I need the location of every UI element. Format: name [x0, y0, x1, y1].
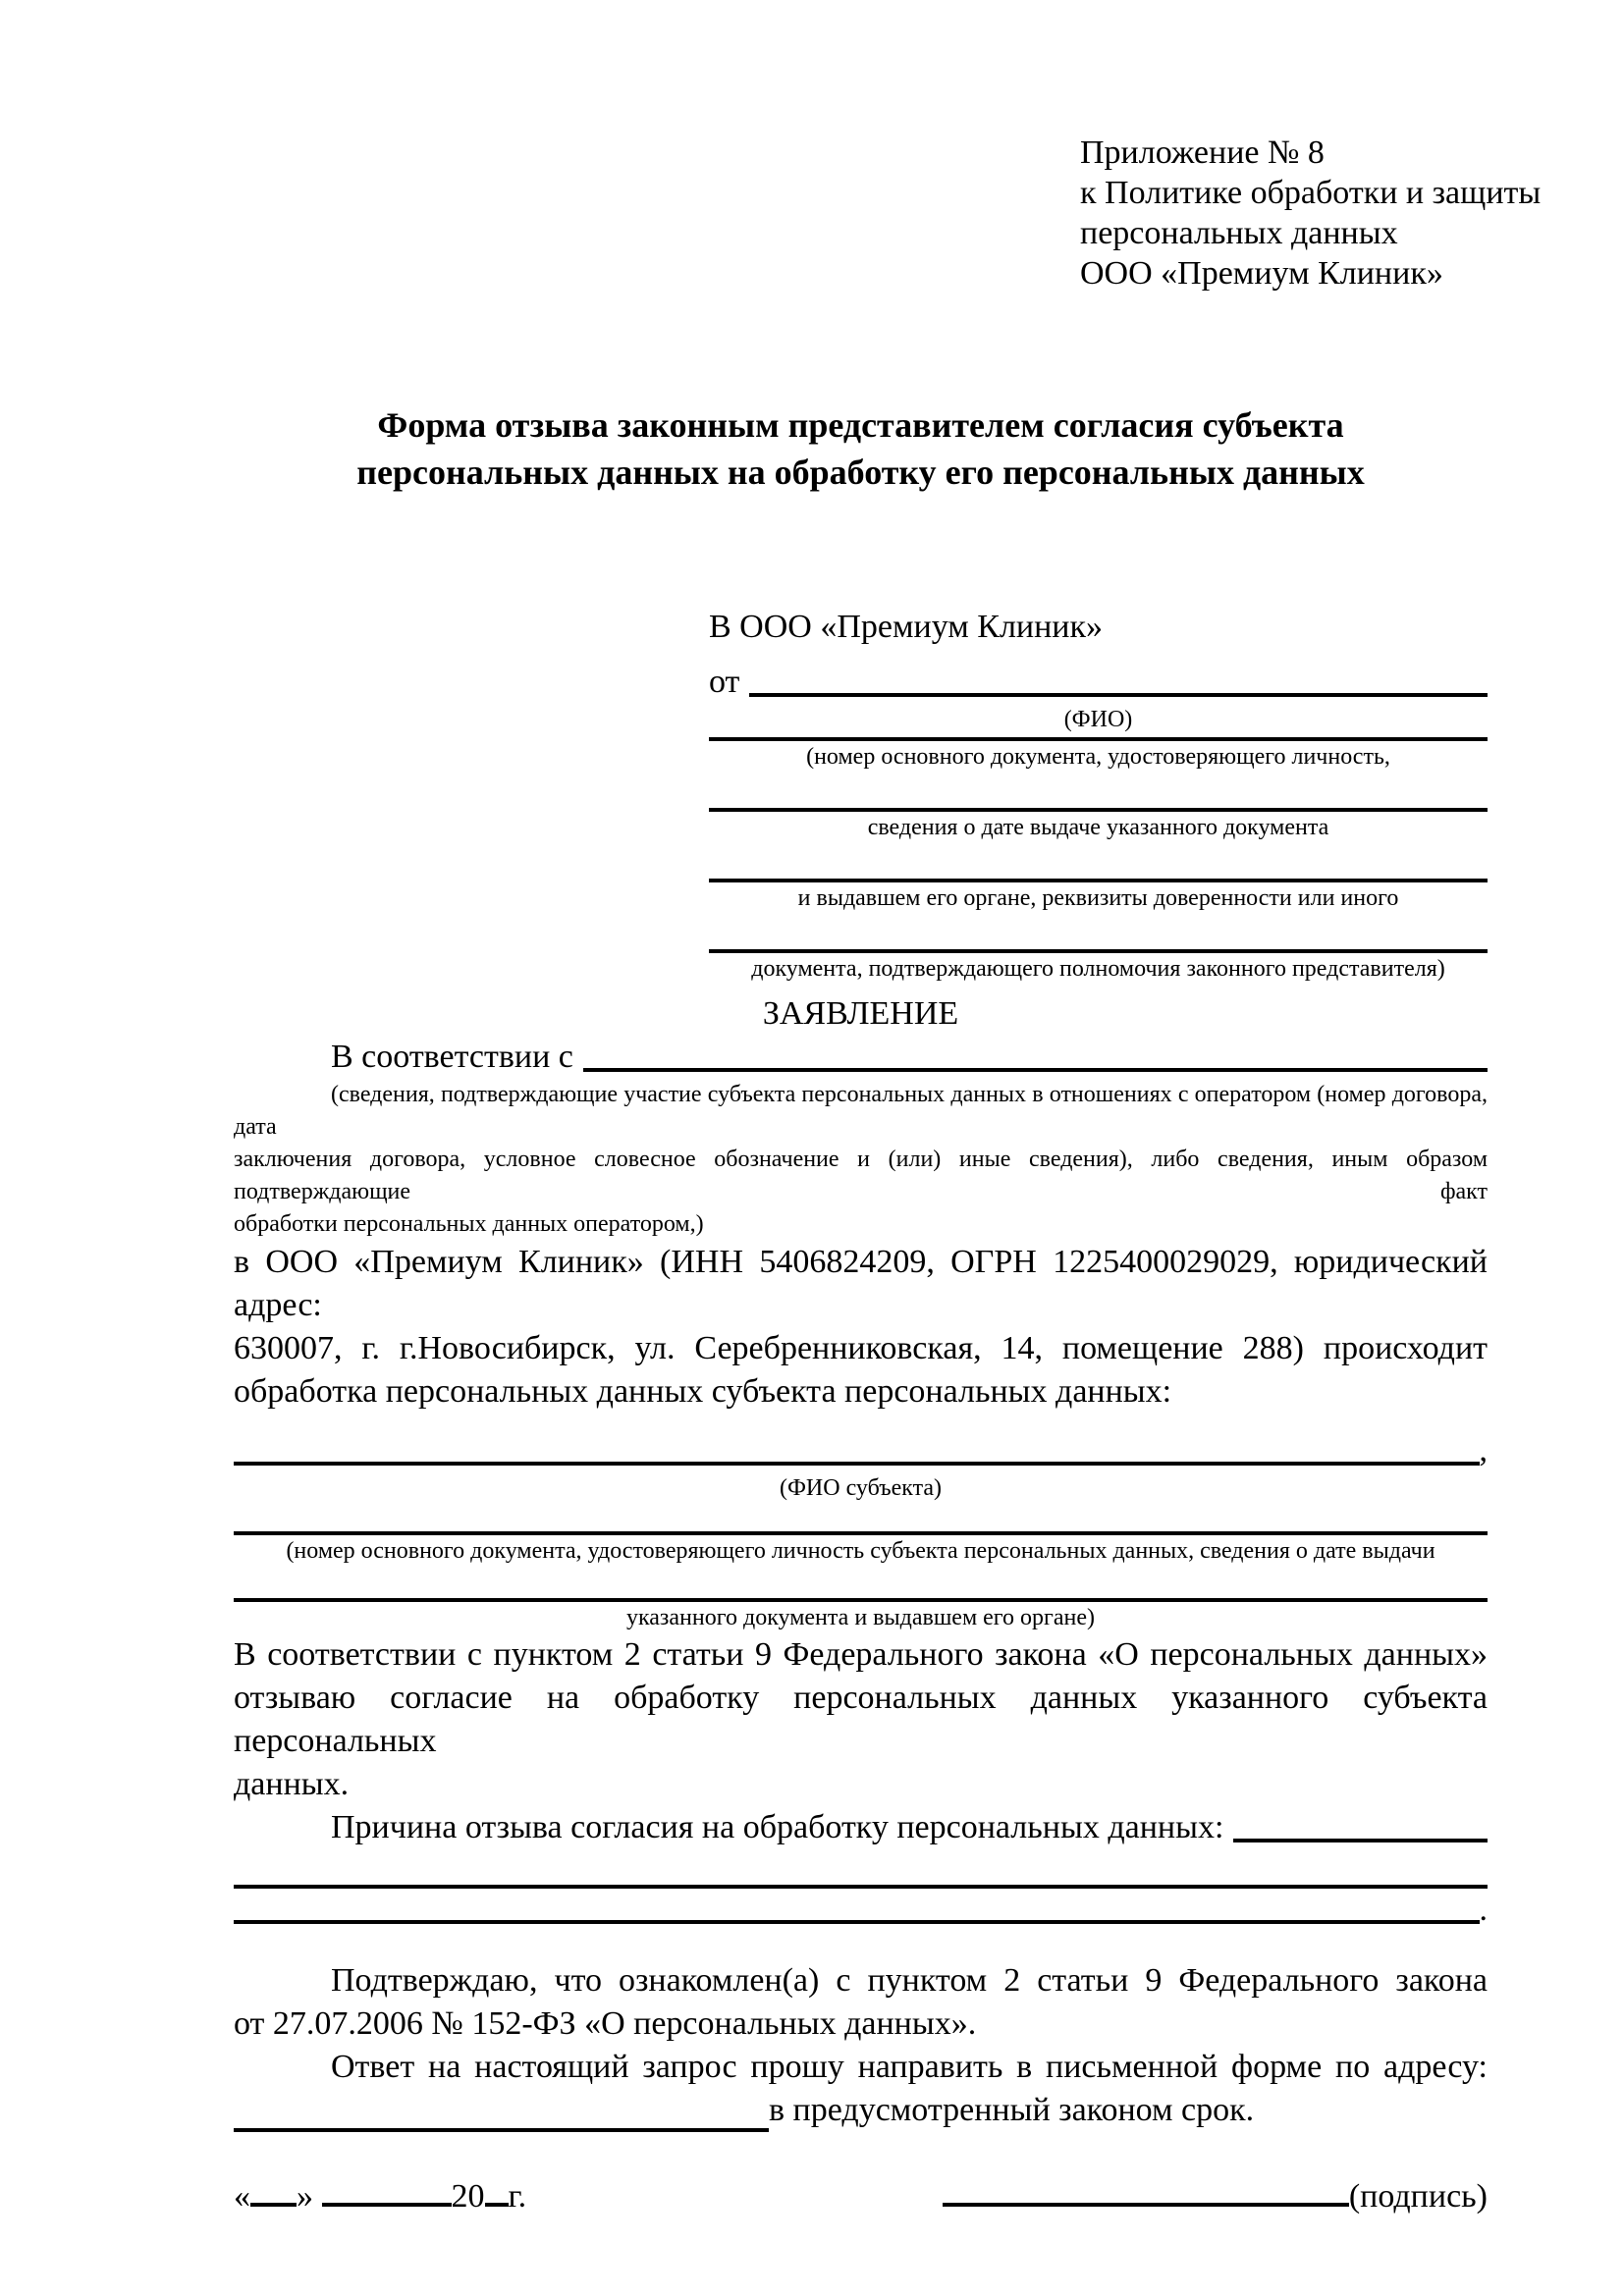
from-label: от	[709, 664, 740, 700]
response-tail: в предусмотренный законом срок.	[769, 2092, 1255, 2128]
addressee-to: В ООО «Премиум Клиник»	[709, 609, 1104, 645]
reason-row	[234, 1806, 1488, 1849]
date-year-prefix: 20	[451, 2178, 485, 2215]
reason-extra-blank-line[interactable]	[234, 1920, 1480, 1924]
accordance-blank-line[interactable]	[583, 1068, 1488, 1072]
date-year-blank[interactable]	[485, 2177, 509, 2207]
title-line: персональных данных на обработку его персональных данных	[356, 453, 1365, 492]
confirm-line: Подтверждаю, что ознакомлен(а) с пунктом 2 статьи 9 Федерального закона	[331, 1962, 1488, 1999]
statement-heading: ЗАЯВЛЕНИЕ	[762, 995, 959, 1032]
withdrawal-line: данных.	[234, 1766, 350, 1802]
fio-blank-line[interactable]	[749, 693, 1488, 697]
operator-line: обработка персональных данных субъекта персональных данных:	[234, 1373, 1172, 1410]
subject-doc-blank-line[interactable]	[234, 1506, 1488, 1535]
reason-extra-row	[234, 1889, 1488, 1932]
doc-number-caption: (номер основного документа, удостоверяющего личность,	[806, 744, 1390, 770]
reason-extra-blank-line[interactable]	[234, 1849, 1488, 1889]
doc-authority-caption: документа, подтверждающего полномочия законного представителя)	[751, 956, 1445, 982]
appendix-line: к Политике обработки и защиты	[1080, 175, 1542, 211]
subject-fio-caption: (ФИО субъекта)	[779, 1475, 943, 1501]
subject-fio-blank-line[interactable]	[234, 1462, 1480, 1466]
date-day-blank[interactable]	[250, 2177, 297, 2207]
date-year-suffix: г.	[508, 2178, 527, 2215]
subject-doc-blank-line[interactable]	[234, 1567, 1488, 1602]
confirm-line: от 27.07.2006 № 152-ФЗ «О персональных данных».	[234, 2005, 977, 2042]
note-line: заключения договора, условное словесное обозначение и (или) иные сведения), либо сведения, иным образом подтверждающие факт	[234, 1147, 1488, 1204]
operator-line: в ООО «Премиум Клиник» (ИНН 5406824209, ОГРН 1225400029029, юридический адрес:	[234, 1244, 1488, 1323]
reason-blank-line[interactable]	[1233, 1839, 1488, 1842]
appendix-line: Приложение № 8	[1080, 134, 1325, 171]
title-line: Форма отзыва законным представителем согласия субъекта	[377, 405, 1344, 445]
withdrawal-paragraph	[234, 1633, 1488, 1806]
operator-paragraph	[234, 1241, 1488, 1414]
appendix-line: ООО «Премиум Клиник»	[1080, 255, 1443, 292]
accordance-note	[234, 1079, 1488, 1241]
accordance-row	[234, 1036, 1488, 1079]
footer-row	[234, 2175, 1488, 2218]
response-paragraph: Ответ на настоящий запрос прошу направить в письменной форме по адресу:	[331, 2049, 1488, 2085]
subject-doc-caption: указанного документа и выдавшем его органе)	[625, 1605, 1096, 1630]
fio-caption: (ФИО)	[1063, 707, 1133, 732]
operator-line: 630007, г. г.Новосибирск, ул. Серебренниковская, 14, помещение 288) происходит	[234, 1330, 1488, 1366]
address-blank-line[interactable]	[234, 2103, 769, 2132]
doc-authority-blank-line[interactable]	[709, 914, 1488, 953]
from-row	[709, 661, 1488, 704]
withdrawal-line: В соответствии с пунктом 2 статьи 9 Федерального закона «О персональных данных»	[234, 1636, 1488, 1673]
confirm-paragraph	[234, 1959, 1488, 2046]
document-title	[234, 401, 1488, 496]
subject-fio-comma: ,	[1479, 1432, 1488, 1468]
appendix-line: персональных данных	[1080, 215, 1398, 251]
date-open-quote: «	[234, 2178, 250, 2215]
withdrawal-line: отзываю согласие на обработку персональных данных указанного субъекта персональных	[234, 1680, 1488, 1759]
doc-date-caption: сведения о дате выдаче указанного документа	[867, 815, 1329, 840]
signature-caption: (подпись)	[1348, 2178, 1488, 2215]
response-tail-row	[234, 2089, 1488, 2132]
subject-fio-row	[234, 1429, 1488, 1472]
doc-issuer-blank-line[interactable]	[709, 843, 1488, 882]
subject-doc-caption: (номер основного документа, удостоверяющего личность субъекта персональных данных, сведения о дате выдачи	[286, 1538, 1435, 1564]
accordance-label: В соответствии с	[331, 1039, 573, 1075]
signature-blank-line[interactable]	[943, 2177, 1349, 2207]
doc-date-blank-line[interactable]	[709, 773, 1488, 812]
note-line: обработки персональных данных оператором,)	[234, 1211, 704, 1237]
reason-end-period: .	[1479, 1892, 1488, 1928]
note-line: (сведения, подтверждающие участие субъекта персональных данных в отношениях с оператором (номер договора, дата	[234, 1082, 1488, 1140]
addressee-block	[709, 606, 1488, 985]
date-month-blank[interactable]	[322, 2177, 452, 2207]
date-close-quote: »	[297, 2178, 313, 2215]
date-field	[234, 2175, 526, 2218]
doc-issuer-caption: и выдавшем его органе, реквизиты доверенности или иного	[797, 885, 1399, 911]
reason-label: Причина отзыва согласия на обработку персональных данных:	[331, 1809, 1224, 1845]
signature-field	[943, 2175, 1488, 2218]
appendix-block	[1080, 0, 1542, 294]
